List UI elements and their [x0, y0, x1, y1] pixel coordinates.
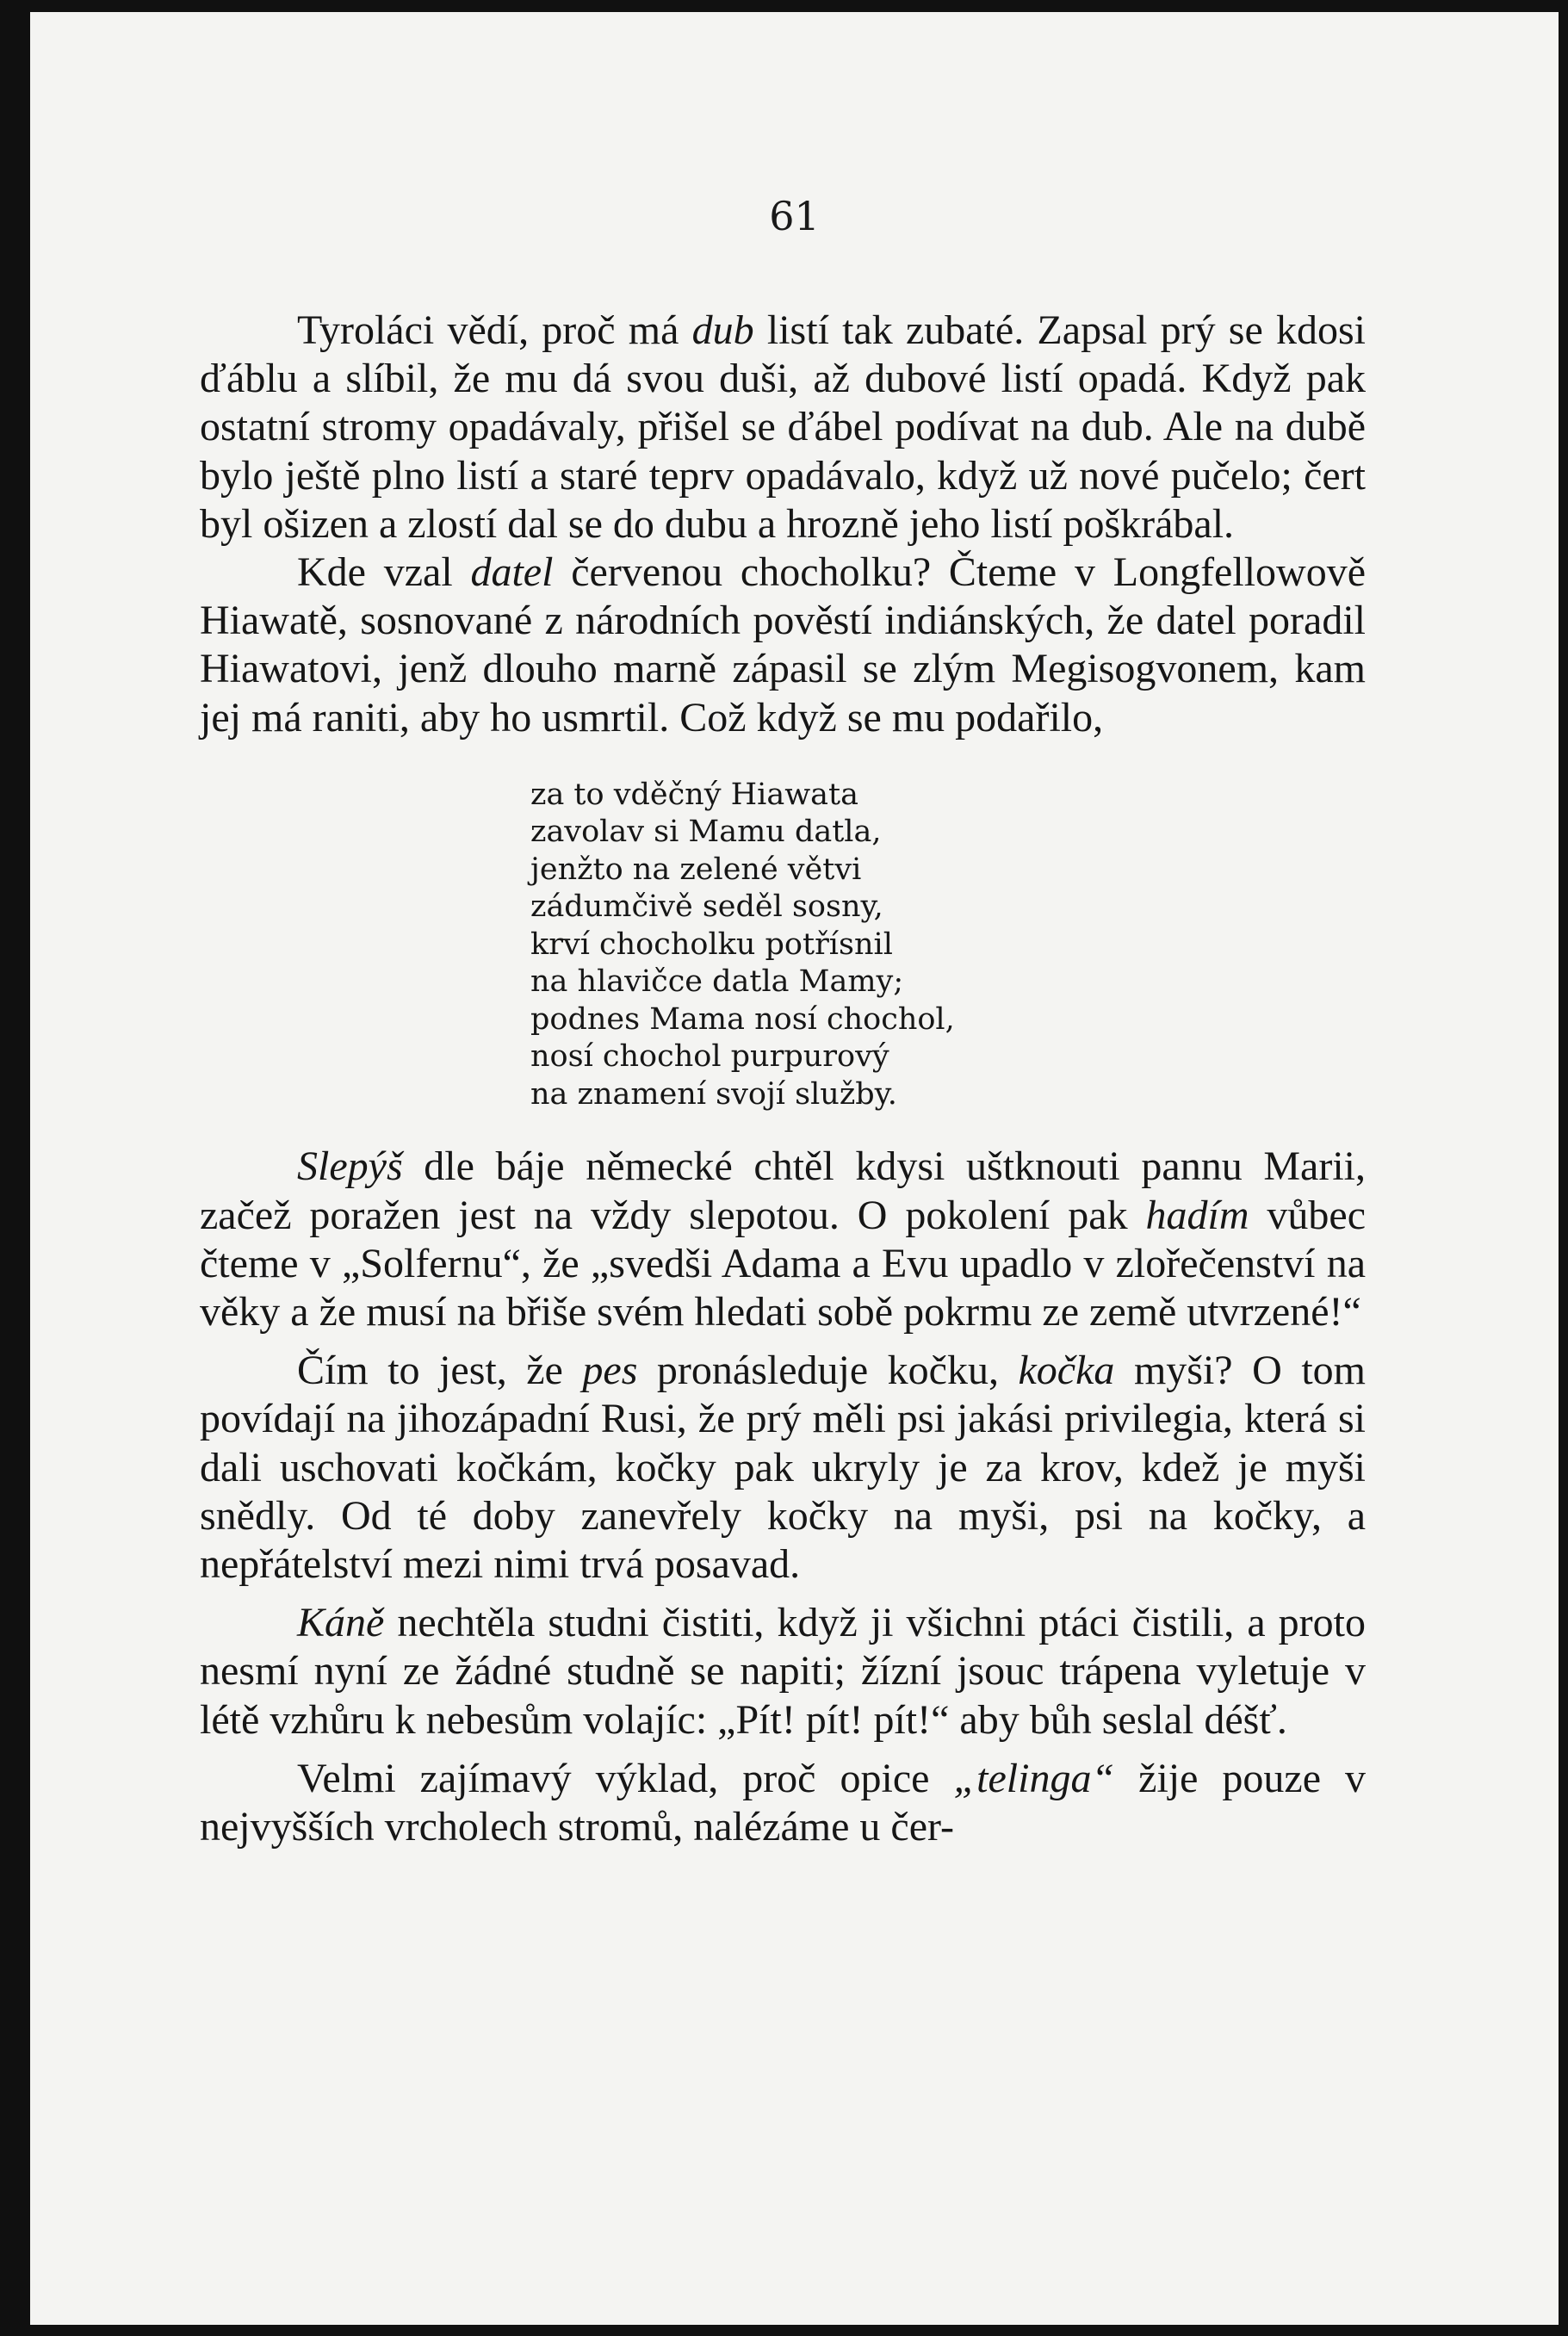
paragraph-slepys: Slepýš dle báje německé chtěl kdysi uštknouti pannu Marii, začež poražen jest na vždy slepotou. O pokolení pak hadím vůbec čteme v „Solfernu“, že „svedši Adama a Evu upadlo v zlořečenství na věky a že musí na břiše svém hledati sobě pokrmu ze země utvrzené!“ — [200, 1143, 1367, 1335]
page-body — [200, 307, 1366, 1851]
emphasis-kane: Káně — [297, 1600, 385, 1646]
poem-line: podnes Mama nosí chochol, — [530, 1001, 955, 1037]
poem-line: nosí chochol purpurový — [530, 1039, 889, 1075]
paragraph-kane: Káně nechtěla studni čistiti, když ji všichni ptáci čistili, a proto nesmí nyní ze žádné studně se napiti; žízní jsouc trápena vyletuje v létě vzhůru k nebesům volajíc: „Pít! pít! pít!“ aby bůh seslal déšť. — [200, 1600, 1366, 1743]
emphasis-hadim: hadím — [1145, 1192, 1249, 1238]
book-page — [30, 12, 1559, 2325]
scan-left-edge — [0, 0, 30, 2336]
poem-line: krví chocholku potřísnil — [530, 926, 893, 962]
poem-line: na znamení svojí služby. — [530, 1076, 897, 1112]
poem-quote — [530, 777, 1366, 1114]
paragraph-pes: Čím to jest, že pes pronásleduje kočku, kočka myši? O tom povídají na jihozápadní Rusi, že prý měli psi jakási privilegia, která si dali uschovati kočkám, kočky pak ukryly je za krov, kdež je myši snědly. Od té doby zanevřely kočky na myši, psi na kočky, a nepřátelství mezi nimi trvá posavad. — [200, 1348, 1366, 1587]
paragraph-datel: Kde vzal datel červenou chocholku? Čteme v Longfellowově Hiawatě, sosnované z národních pověstí indiánských, že datel poradil Hiawatovi, jenž dlouho marně zápasil se zlým Megisogvonem, kam jej má raniti, aby ho usmrtil. Což když se mu podařilo, — [200, 549, 1366, 740]
poem-line: za to vděčný Hiawata — [530, 777, 858, 812]
emphasis-dub: dub — [691, 307, 754, 353]
emphasis-datel: datel — [470, 549, 554, 596]
poem-line: jenžto na zelené větvi — [530, 852, 862, 887]
emphasis-kocka: kočka — [1018, 1348, 1115, 1394]
emphasis-telinga: „telinga“ — [953, 1755, 1115, 1801]
emphasis-slepys: Slepýš — [297, 1143, 403, 1190]
poem-line: na hlavičce datla Mamy; — [530, 964, 904, 1000]
poem-line: zádumčivě seděl sosny, — [530, 889, 883, 925]
paragraph-dub: Tyroláci vědí, proč má dub listí tak zubaté. Zapsal prý se kdosi ďáblu a slíbil, že mu dá svou duši, až dubové listí opadá. Když pak ostatní stromy opadávaly, přišel se ďábel podívat na dub. Ale na dubě bylo ještě plno listí a staré teprv opadávalo, když už nové pučelo; čert byl ošizen a zlostí dal se do dubu a hrozně jeho listí poškrábal. — [200, 307, 1367, 547]
page-number: 61 — [769, 193, 820, 239]
paragraph-telinga: Velmi zajímavý výklad, proč opice „telinga“ žije pouze v nejvyšších vrcholech stromů, nalézáme u čer- — [200, 1755, 1367, 1850]
emphasis-pes: pes — [582, 1348, 638, 1394]
poem-line: zavolav si Mamu datla, — [530, 815, 882, 850]
